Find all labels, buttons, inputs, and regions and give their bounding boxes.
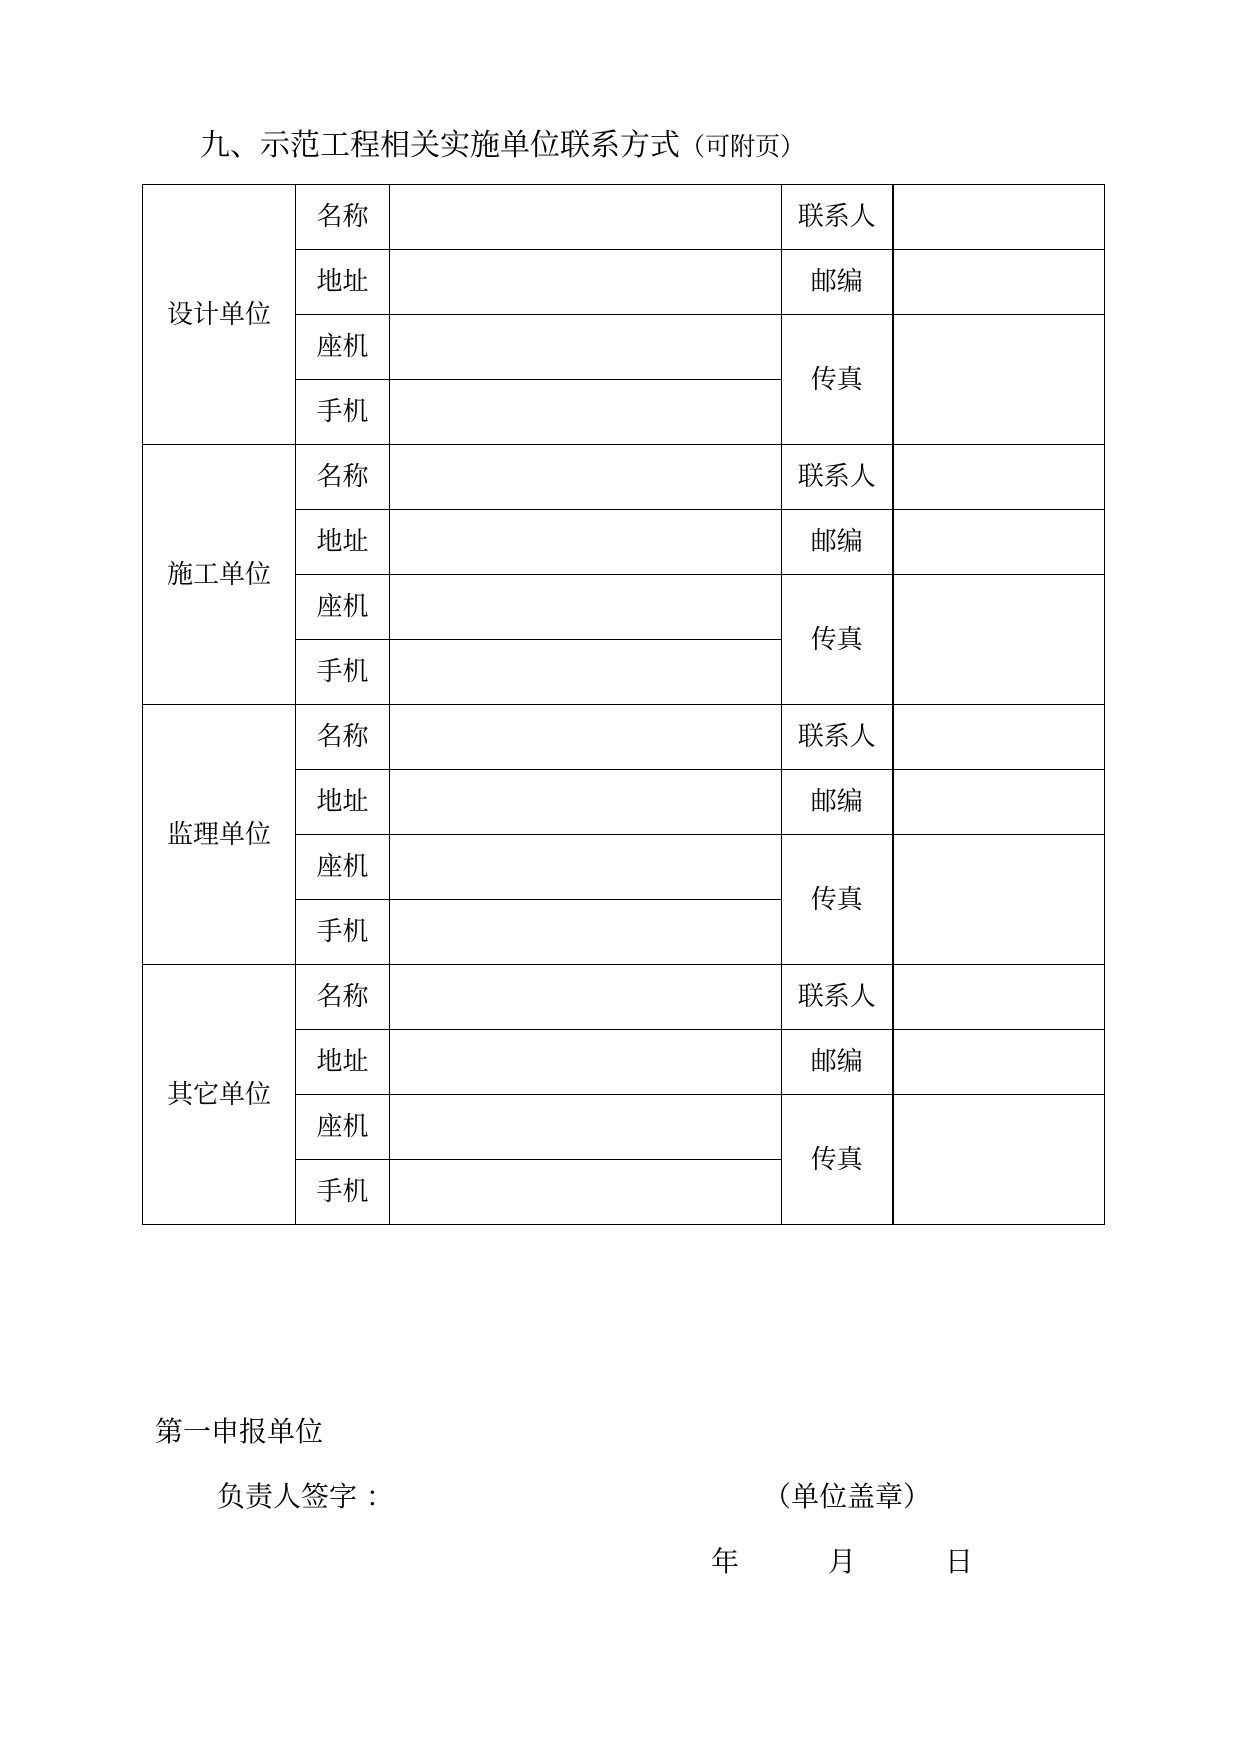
table-row (143, 705, 1105, 770)
row-label-name: 名称 (296, 705, 390, 770)
fax-field[interactable] (893, 315, 1105, 445)
date-month-label: 月 (828, 1545, 857, 1578)
row-label-postcode: 邮编 (782, 250, 893, 315)
row-label-fax: 传真 (782, 315, 893, 445)
seal-label: （单位盖章） (763, 1480, 932, 1513)
postcode-field[interactable] (893, 510, 1105, 575)
section-title (200, 126, 805, 167)
row-label-mobile: 手机 (296, 900, 390, 965)
row-label-address: 地址 (296, 1030, 390, 1095)
contact-person-field[interactable] (893, 185, 1105, 250)
row-label-postcode: 邮编 (782, 510, 893, 575)
group-label: 设计单位 (143, 185, 296, 445)
row-label-address: 地址 (296, 770, 390, 835)
fax-field[interactable] (893, 575, 1105, 705)
row-label-mobile: 手机 (296, 1160, 390, 1225)
date-year-label: 年 (711, 1545, 740, 1578)
row-label-fax: 传真 (782, 575, 893, 705)
section-title-note: （可附页） (680, 132, 806, 161)
name-field[interactable] (390, 185, 782, 250)
contact-table (142, 184, 1105, 1225)
row-label-address: 地址 (296, 250, 390, 315)
landline-field[interactable] (390, 575, 782, 640)
fax-field[interactable] (893, 1095, 1105, 1225)
landline-field[interactable] (390, 315, 782, 380)
name-field[interactable] (390, 965, 782, 1030)
row-label-contact-person: 联系人 (782, 185, 893, 250)
applicant-label: 第一申报单位 (155, 1415, 324, 1448)
row-label-fax: 传真 (782, 1095, 893, 1225)
row-label-postcode: 邮编 (782, 770, 893, 835)
group-label: 监理单位 (143, 705, 296, 965)
address-field[interactable] (390, 510, 782, 575)
mobile-field[interactable] (390, 900, 782, 965)
group-label: 其它单位 (143, 965, 296, 1225)
row-label-landline: 座机 (296, 575, 390, 640)
landline-field[interactable] (390, 835, 782, 900)
row-label-contact-person: 联系人 (782, 965, 893, 1030)
mobile-field[interactable] (390, 380, 782, 445)
row-label-fax: 传真 (782, 835, 893, 965)
contact-person-field[interactable] (893, 965, 1105, 1030)
postcode-field[interactable] (893, 250, 1105, 315)
row-label-mobile: 手机 (296, 380, 390, 445)
mobile-field[interactable] (390, 640, 782, 705)
row-label-contact-person: 联系人 (782, 445, 893, 510)
section-title-main: 九、示范工程相关实施单位联系方式 (200, 128, 680, 163)
name-field[interactable] (390, 445, 782, 510)
row-label-landline: 座机 (296, 315, 390, 380)
fax-field[interactable] (893, 835, 1105, 965)
signer-label: 负责人签字 ： (217, 1480, 394, 1513)
contact-person-field[interactable] (893, 445, 1105, 510)
table-row (143, 185, 1105, 250)
mobile-field[interactable] (390, 1160, 782, 1225)
row-label-name: 名称 (296, 445, 390, 510)
row-label-name: 名称 (296, 185, 390, 250)
name-field[interactable] (390, 705, 782, 770)
address-field[interactable] (390, 250, 782, 315)
postcode-field[interactable] (893, 770, 1105, 835)
row-label-landline: 座机 (296, 1095, 390, 1160)
table-row (143, 445, 1105, 510)
row-label-contact-person: 联系人 (782, 705, 893, 770)
landline-field[interactable] (390, 1095, 782, 1160)
contact-person-field[interactable] (893, 705, 1105, 770)
row-label-mobile: 手机 (296, 640, 390, 705)
date-day-label: 日 (945, 1545, 974, 1578)
table-row (143, 965, 1105, 1030)
address-field[interactable] (390, 770, 782, 835)
row-label-name: 名称 (296, 965, 390, 1030)
row-label-postcode: 邮编 (782, 1030, 893, 1095)
group-label: 施工单位 (143, 445, 296, 705)
address-field[interactable] (390, 1030, 782, 1095)
postcode-field[interactable] (893, 1030, 1105, 1095)
row-label-address: 地址 (296, 510, 390, 575)
row-label-landline: 座机 (296, 835, 390, 900)
